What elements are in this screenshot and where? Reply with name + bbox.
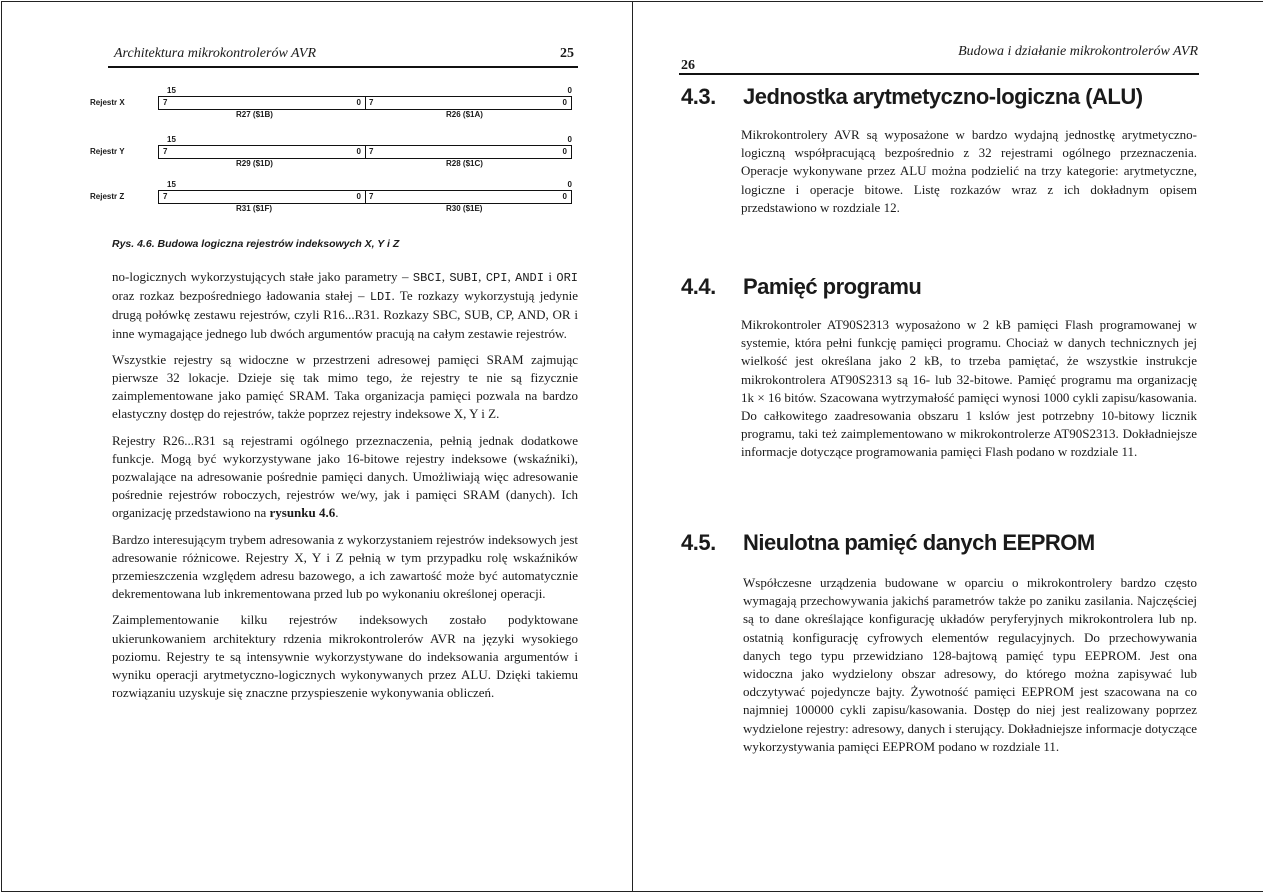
high-byte-name: R31 ($1F): [236, 204, 273, 213]
low-byte-name: R28 ($1C): [446, 159, 483, 168]
text-run: ,: [507, 269, 516, 284]
figure-reference: rysunku 4.6: [269, 505, 336, 521]
register-z-diagram: [90, 180, 580, 220]
right-header-rule: [679, 73, 1199, 75]
left-page: [2, 2, 632, 891]
low-byte-cell: [365, 191, 571, 203]
bit-0-label: 0: [567, 86, 572, 95]
paragraph: Zaimplementowanie kilku rejestrów indeksowych zostało podyktowane ukierunkowaniem architektury rdzenia mikrokontrolerów AVR na języki wysokiego poziomu. Rejestry te są intensywnie wykorzystywane do indeksowania argumentów i wyniku operacji arytmetyczno-logicznych wykonywanych przez ALU. Dzięki takiemu rozwiązaniu uzyskuje się znaczne przyspieszenie wykonywania obliczeń.: [112, 612, 578, 701]
bit-15-label: 15: [167, 86, 176, 95]
section-text: Współczesne urządzenia budowane w oparciu o mikrokontrolery bardzo często wymagają przechowywania jakichś parametrów także po zaniku zasilania. Najczęściej są to dane określające konfigurację układów peryferyjnych mikrokontrolera lub np. ostatnią konfigurację cyfrowych elementów regulacyjnych. Do przechowywania danych tego typu przewidziano 128-bajtową pamięć typu EEPROM. Jest ona widoczna jako wydzielony obszar adresowy, do którego można zapisywać lub odczytywać pojedyncze bajty. Żywotność pamięci EEPROM jest szacowana na co najmniej 100000 cykli zapisu/kasowania. Dostęp do niej jest realizowany poprzez wydzielone rejestry: adresowy, danych i sterujący. Dokładniejsze informacje dotyczące wykorzystywania pamięci EEPROM podano w rozdziale 11.: [743, 575, 1197, 754]
section-heading-4-4: [681, 274, 921, 300]
low-byte-cell: [365, 97, 571, 109]
section-heading-4-5: [681, 530, 1095, 556]
bit-label: 7: [163, 98, 168, 107]
bit-0-label: 0: [567, 135, 572, 144]
register-name: Rejestr Y: [90, 147, 125, 156]
left-body-text: [112, 268, 578, 710]
code-sbci: SBCI: [412, 271, 442, 285]
high-byte-cell: [159, 97, 366, 109]
left-running-head: Architektura mikrokontrolerów AVR: [114, 46, 317, 61]
section-text: Mikrokontroler AT90S2313 wyposażono w 2 kB pamięci Flash programowanej w systemie, która pełni funkcję pamięci programu. Chociaż w danych technicznych jej wielkość jest określana jako 2 kB, to trzeba pamiętać, że wszystkie instrukcje mikrokontrolera AT90S2313 są 16- lub 32-bitowe. Pamięć programu ma organizację 1k × 16 bitów. Szacowana wytrzymałość pamięci wynosi 1000 cykli zapisu/kasowania. Do całkowitego zaadresowania obszaru 1 kslów jest potrzebny 10-bitowy licznik programu, taki też zaimplementowano w mikrokontrolerze AT90S2313. Dokładniejsze informacje dotyczące programowania pamięci Flash podano w rozdziale 11.: [741, 317, 1197, 460]
bit-label: 7: [163, 192, 168, 201]
section-title: Jednostka arytmetyczno-logiczna (ALU): [743, 84, 1143, 109]
bit-label: 7: [163, 147, 168, 156]
register-box: [158, 96, 572, 110]
high-byte-name: R29 ($1D): [236, 159, 273, 168]
low-byte-cell: [365, 146, 571, 158]
text-run: Rejestry R26...R31 są rejestrami ogólnego przeznaczenia, pełnią jednak dodatkowe funkcje. Mogą być wykorzystywane jako 16-bitowe rejestry indeksowe (wskaźniki), pozwalające na adresowanie pośrednie pamięci danych. Umożliwiają więc adresowanie pośrednie rejestrów roboczych, rejestrów we/wy, jak i pamięci SRAM (danych). Ich organizację przedstawiono na: [112, 432, 578, 521]
low-byte-name: R30 ($1E): [446, 204, 483, 213]
paragraph: [112, 432, 578, 523]
code-subi: SUBI: [449, 271, 479, 285]
code-andi: ANDI: [515, 271, 544, 285]
bit-label: 0: [356, 98, 361, 107]
paragraph: [112, 268, 578, 343]
right-page: [633, 2, 1263, 891]
register-x-diagram: [90, 86, 580, 126]
paragraph: Bardzo interesującym trybem adresowania z wykorzystaniem rejestrów indeksowych jest adresowanie różnicowe. Rejestry X, Y i Z pełnią w tym przypadku rolę wskaźników przemieszczenia względem adresu bazowego, a ich zawartość może być automatycznie dekrementowana lub inkrementowana przed lub po wykonaniu określonej operacji.: [112, 531, 578, 602]
high-byte-name: R27 ($1B): [236, 110, 273, 119]
text-run: ,: [441, 269, 450, 284]
section-title: Pamięć programu: [743, 274, 922, 299]
code-ldi: LDI: [369, 290, 392, 305]
bit-label: 0: [356, 192, 361, 201]
code-ori: ORI: [556, 271, 578, 285]
high-byte-cell: [159, 146, 366, 158]
bit-label: 0: [356, 147, 361, 156]
register-name: Rejestr X: [90, 98, 125, 107]
right-running-head: Budowa i działanie mikrokontrolerów AVR: [958, 44, 1198, 59]
left-page-number: 25: [560, 46, 574, 61]
code-cpi: CPI: [485, 271, 508, 285]
low-byte-name: R26 ($1A): [446, 110, 483, 119]
register-y-diagram: [90, 135, 580, 175]
bit-label: 0: [562, 147, 567, 156]
bit-15-label: 15: [167, 135, 176, 144]
left-header-rule: [108, 66, 578, 68]
section-title: Nieulotna pamięć danych EEPROM: [743, 530, 1095, 555]
bit-label: 7: [369, 98, 374, 107]
section-text: Mikrokontrolery AVR są wyposażone w bardzo wydajną jednostkę arytmetyczno-logiczną współpracującą bezpośrednio z 32 rejestrami ogólnego przeznaczenia. Operacje wykonywane przez ALU można podzielić na trzy kategorie: arytmetyczne, logiczne i operacje bitowe. Listę rozkazów wraz z ich dokładnym opisem przedstawiono w rozdziale 12.: [741, 127, 1197, 215]
text-run: i: [543, 269, 557, 284]
register-name: Rejestr Z: [90, 192, 125, 201]
text-run: .: [335, 505, 339, 521]
section-number: 4.3.: [681, 84, 716, 109]
text-run: no-logicznych wykorzystujących stałe jako parametry –: [112, 269, 413, 284]
bit-label: 7: [369, 192, 374, 201]
text-run: oraz rozkaz bezpośredniego ładowania stałej –: [112, 288, 370, 304]
bit-0-label: 0: [567, 180, 572, 189]
register-box: [158, 145, 572, 159]
book-spread: [1, 1, 1263, 892]
text-run: . Te rozkazy wykorzystują jedynie drugą połówkę zestawu rejestrów, czyli R16...R31. Rozkazy SBC, SUB, CP, AND, OR i inne wymagające jednego lub dwóch argumentów pracują na całym zestawie rejestrów.: [112, 288, 578, 341]
right-page-number: 26: [681, 58, 695, 73]
paragraph: Wszystkie rejestry są widoczne w przestrzeni adresowej pamięci SRAM zajmując pierwsze 32 lokacje. Dzieje się tak mimo tego, że rejestry te nie są fizycznie zaimplementowane jako pamięć SRAM. Taka organizacja pamięci pozwala na bardzo elastyczny dostęp do rejestrów, także poprzez rejestry indeksowe X, Y i Z.: [112, 351, 578, 422]
bit-15-label: 15: [167, 180, 176, 189]
high-byte-cell: [159, 191, 366, 203]
section-number: 4.4.: [681, 274, 716, 299]
text-run: ,: [478, 269, 486, 284]
bit-label: 0: [562, 192, 567, 201]
section-heading-4-3: [681, 84, 1143, 110]
bit-label: 7: [369, 147, 374, 156]
bit-label: 0: [562, 98, 567, 107]
register-box: [158, 190, 572, 204]
figure-caption: Rys. 4.6. Budowa logiczna rejestrów indeksowych X, Y i Z: [112, 238, 400, 250]
section-number: 4.5.: [681, 530, 716, 555]
